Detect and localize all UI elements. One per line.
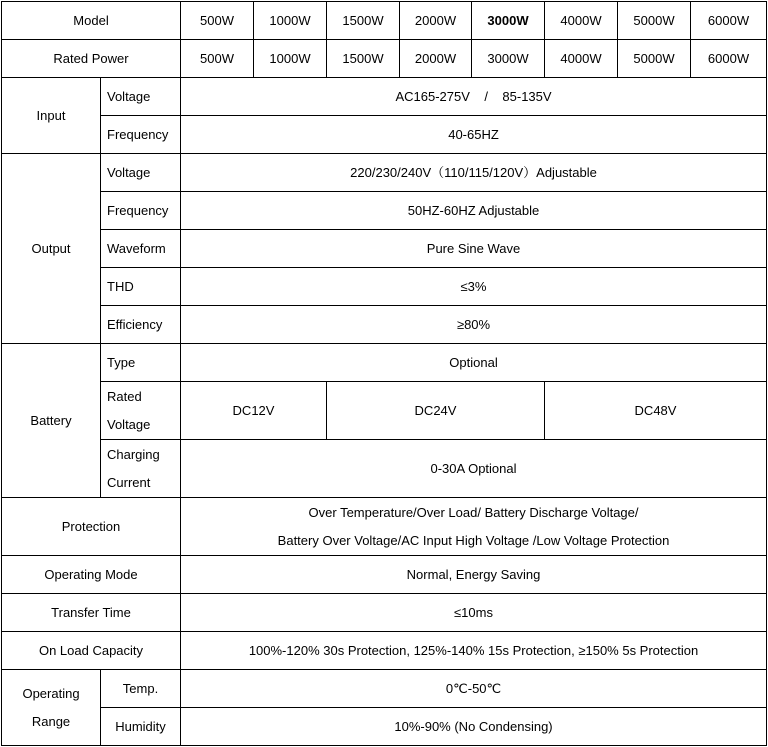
input-frequency-value: 40-65HZ: [181, 116, 767, 154]
model-cell: 2000W: [400, 2, 472, 40]
output-efficiency-value: ≥80%: [181, 306, 767, 344]
operating-mode-label: Operating Mode: [2, 556, 181, 594]
operating-humidity-label: Humidity: [101, 708, 181, 746]
model-cell: 500W: [181, 2, 254, 40]
output-label: Output: [2, 154, 101, 344]
operating-mode-row: [2, 556, 767, 594]
transfer-time-row: [2, 594, 767, 632]
output-efficiency-row: [2, 306, 767, 344]
output-thd-label: THD: [101, 268, 181, 306]
protection-value: Over Temperature/Over Load/ Battery Discharge Voltage/ Battery Over Voltage/AC Input High Voltage /Low Voltage Protection: [181, 498, 767, 556]
battery-type-value: Optional: [181, 344, 767, 382]
operating-mode-value: Normal, Energy Saving: [181, 556, 767, 594]
on-load-capacity-label: On Load Capacity: [2, 632, 181, 670]
output-efficiency-label: Efficiency: [101, 306, 181, 344]
transfer-time-value: ≤10ms: [181, 594, 767, 632]
output-frequency-row: [2, 192, 767, 230]
input-voltage-row: [2, 78, 767, 116]
spec-table: [1, 1, 767, 746]
on-load-capacity-value: 100%-120% 30s Protection, 125%-140% 15s Protection, ≥150% 5s Protection: [181, 632, 767, 670]
battery-voltage-cell: DC12V: [181, 382, 327, 440]
model-label: Model: [2, 2, 181, 40]
battery-type-label: Type: [101, 344, 181, 382]
battery-charging-value: 0-30A Optional: [181, 440, 767, 498]
output-thd-row: [2, 268, 767, 306]
input-voltage-label: Voltage: [101, 78, 181, 116]
model-cell: 4000W: [545, 2, 618, 40]
output-voltage-row: [2, 154, 767, 192]
model-cell: 5000W: [618, 2, 691, 40]
on-load-capacity-row: [2, 632, 767, 670]
rated-power-cell: 500W: [181, 40, 254, 78]
battery-type-row: [2, 344, 767, 382]
operating-temp-label: Temp.: [101, 670, 181, 708]
output-waveform-value: Pure Sine Wave: [181, 230, 767, 268]
rated-power-cell: 3000W: [472, 40, 545, 78]
battery-charging-row: [2, 440, 767, 498]
battery-rated-voltage-row: [2, 382, 767, 440]
battery-charging-label: Charging Current: [101, 440, 181, 498]
operating-temp-value: 0℃-50℃: [181, 670, 767, 708]
operating-humidity-row: [2, 708, 767, 746]
input-frequency-row: [2, 116, 767, 154]
operating-range-label: Operating Range: [2, 670, 101, 746]
output-frequency-value: 50HZ-60HZ Adjustable: [181, 192, 767, 230]
rated-power-cell: 2000W: [400, 40, 472, 78]
model-cell: 1000W: [254, 2, 327, 40]
battery-voltage-cell: DC48V: [545, 382, 767, 440]
output-frequency-label: Frequency: [101, 192, 181, 230]
input-label: Input: [2, 78, 101, 154]
input-frequency-label: Frequency: [101, 116, 181, 154]
model-cell: 6000W: [691, 2, 767, 40]
protection-row: [2, 498, 767, 556]
rated-power-cell: 5000W: [618, 40, 691, 78]
output-voltage-label: Voltage: [101, 154, 181, 192]
output-waveform-row: [2, 230, 767, 268]
rated-power-label: Rated Power: [2, 40, 181, 78]
operating-temp-row: [2, 670, 767, 708]
output-voltage-value: 220/230/240V（110/115/120V）Adjustable: [181, 154, 767, 192]
operating-humidity-value: 10%-90% (No Condensing): [181, 708, 767, 746]
rated-power-cell: 4000W: [545, 40, 618, 78]
battery-label: Battery: [2, 344, 101, 498]
output-thd-value: ≤3%: [181, 268, 767, 306]
model-row: [2, 2, 767, 40]
protection-label: Protection: [2, 498, 181, 556]
rated-power-cell: 1500W: [327, 40, 400, 78]
input-voltage-value: AC165-275V / 85-135V: [181, 78, 767, 116]
output-waveform-label: Waveform: [101, 230, 181, 268]
transfer-time-label: Transfer Time: [2, 594, 181, 632]
rated-power-row: [2, 40, 767, 78]
battery-rated-voltage-label: Rated Voltage: [101, 382, 181, 440]
rated-power-cell: 6000W: [691, 40, 767, 78]
rated-power-cell: 1000W: [254, 40, 327, 78]
battery-voltage-cell: DC24V: [327, 382, 545, 440]
model-cell: 3000W: [472, 2, 545, 40]
model-cell: 1500W: [327, 2, 400, 40]
